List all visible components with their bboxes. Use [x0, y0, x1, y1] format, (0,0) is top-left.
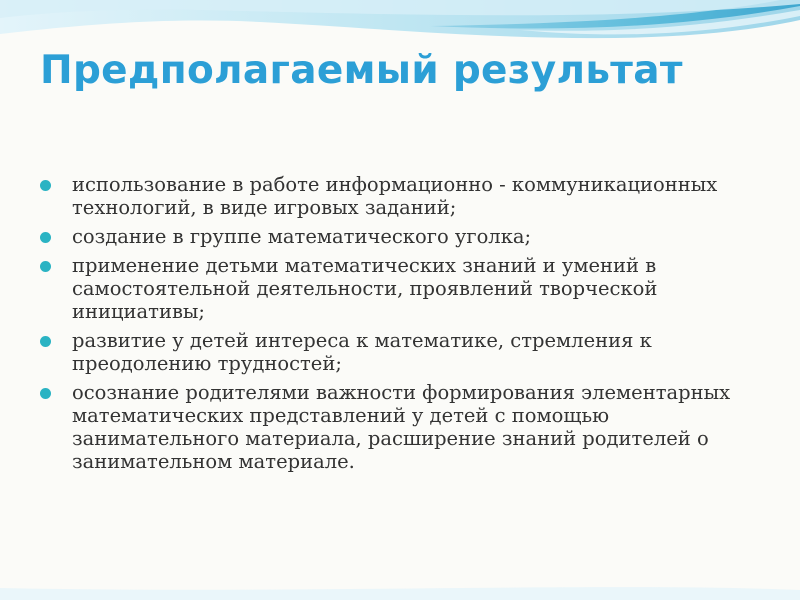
list-item	[40, 225, 760, 248]
list-item-text: применение детьми математических знаний и умений в самостоятельной деятельности, проявлений творческой инициативы;	[72, 254, 658, 323]
list-item-text: осознание родителями важности формирования элементарных математических представлений у детей с помощью занимательного материала, расширение знаний родителей о занимательном материале.	[72, 381, 731, 473]
list-item-text: развитие у детей интереса к математике, стремления к преодолению трудностей;	[72, 329, 652, 375]
list-item	[40, 329, 760, 375]
slide-title: Предполагаемый результат	[40, 48, 683, 93]
bottom-wave-decoration	[0, 560, 800, 600]
bullet-icon	[40, 232, 51, 243]
list-item-text: использование в работе информационно - коммуникационных технологий, в виде игровых заданий;	[72, 173, 718, 219]
list-item	[40, 381, 760, 473]
list-item-text: создание в группе математического уголка;	[72, 225, 532, 248]
bullet-icon	[40, 261, 51, 272]
bullet-list	[40, 173, 760, 479]
bullet-icon	[40, 180, 51, 191]
bullet-icon	[40, 388, 51, 399]
list-item	[40, 173, 760, 219]
bullet-icon	[40, 336, 51, 347]
list-item	[40, 254, 760, 323]
